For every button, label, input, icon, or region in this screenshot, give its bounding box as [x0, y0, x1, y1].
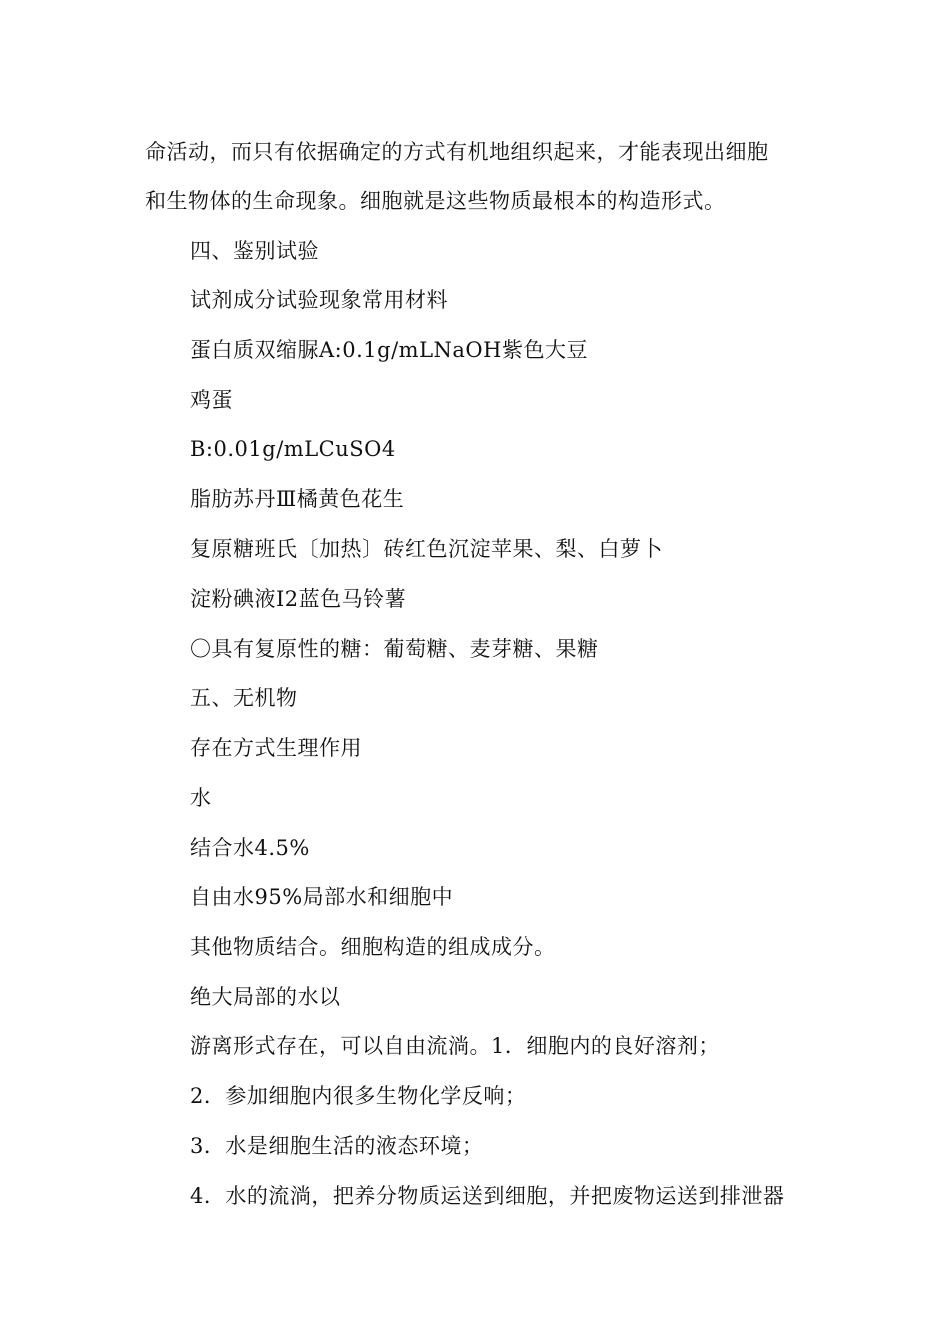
- body-text-line: 〇具有复原性的糖：葡萄糖、麦芽糖、果糖: [190, 637, 599, 661]
- body-text-line: 脂肪苏丹Ⅲ橘黄色花生: [190, 487, 405, 511]
- body-text-line: 命活动，而只有依据确定的方式有机地组织起来，才能表现出细胞: [145, 140, 769, 164]
- table-header-line: 试剂成分试验现象常用材料: [190, 288, 448, 312]
- body-text-line: 蛋白质双缩脲A:0.1g/mLNaOH紫色大豆: [190, 338, 588, 362]
- section-heading: 五、无机物: [190, 686, 298, 710]
- body-text-line: 淀粉碘液I2蓝色马铃薯: [190, 587, 407, 611]
- section-heading: 四、鉴别试验: [190, 239, 319, 263]
- body-text-line: 鸡蛋: [190, 388, 233, 412]
- body-text-line: 水: [190, 786, 212, 810]
- body-text-line: 其他物质结合。细胞构造的组成成分。: [190, 935, 556, 959]
- body-text-line: 结合水4.5%: [190, 836, 310, 860]
- list-item: 3．水是细胞生活的液态环境；: [190, 1134, 484, 1158]
- body-text-line: 和生物体的生命现象。细胞就是这些物质最根本的构造形式。: [145, 189, 726, 213]
- body-text-line: 复原糖班氏〔加热〕砖红色沉淀苹果、梨、白萝卜: [190, 537, 663, 561]
- body-text-line: 自由水95%局部水和细胞中: [190, 885, 454, 909]
- body-text-line: B:0.01g/mLCuSO4: [190, 437, 396, 461]
- list-item: 4．水的流淌，把养分物质运送到细胞，并把废物运送到排泄器: [190, 1184, 785, 1208]
- table-header-line: 存在方式生理作用: [190, 736, 362, 760]
- body-text-line: 绝大局部的水以: [190, 985, 341, 1009]
- body-text-line: 游离形式存在，可以自由流淌。1．细胞内的良好溶剂；: [190, 1034, 720, 1058]
- list-item: 2．参加细胞内很多生物化学反响；: [190, 1084, 527, 1108]
